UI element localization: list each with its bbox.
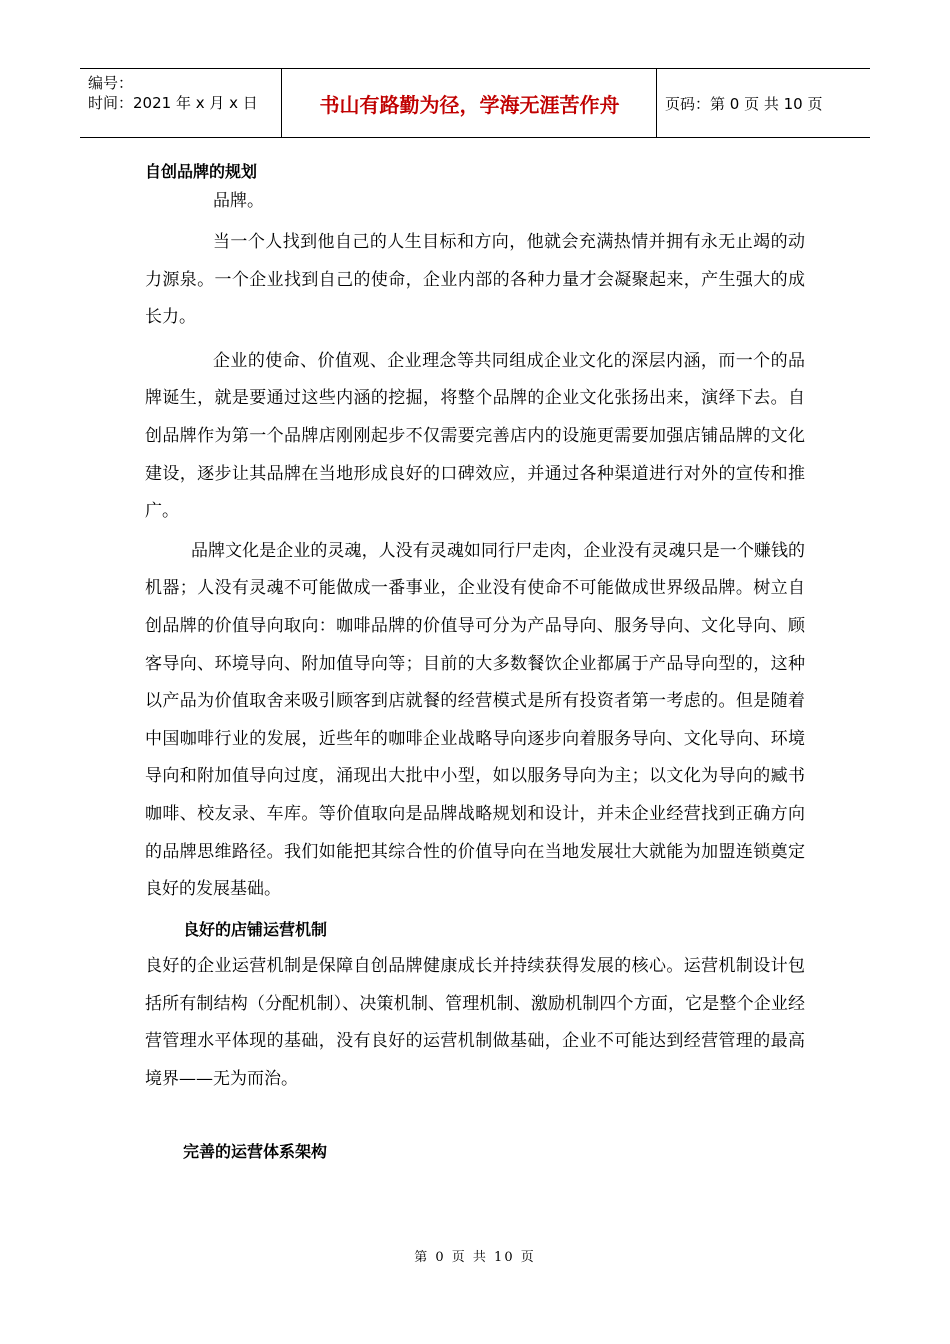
header-meta — [80, 69, 282, 137]
page-header — [80, 68, 870, 138]
document-body — [145, 158, 805, 1170]
paragraph: 当一个人找到他自己的人生目标和方向，他就会充满热情并拥有永无止竭的动力源泉。一个企业找到自己的使命，企业内部的各种力量才会凝聚起来，产生强大的成长力。 — [145, 232, 805, 328]
section-title: 自创品牌的规划 — [145, 162, 258, 181]
document-date: 时间：2021 年 x 月 x 日 — [88, 94, 258, 112]
document-number-label: 编号： — [88, 74, 134, 92]
section-heading: 完善的运营体系架构 — [183, 1141, 328, 1161]
header-page-info: 页码：第 0 页 共 10 页 — [665, 94, 823, 113]
page-footer: 第 0 页 共 10 页 — [414, 1250, 536, 1265]
header-motto: 书山有路勤为径，学海无涯苦作舟 — [283, 69, 657, 137]
paragraph: 品牌文化是企业的灵魂，人没有灵魂如同行尸走肉，企业没有灵魂只是一个赚钱的机器；人没有灵魂不可能做成一番事业，企业没有使命不可能做成世界级品牌。树立自创品牌的价值导向取向：咖啡品牌的价值导可分为产品导向、服务导向、文化导向、顾客导向、环境导向、附加值导向等；目前的大多数餐饮企业都属于产品导向型的，这种以产品为价值取舍来吸引顾客到店就餐的经营模式是所有投资者第一考虑的。但是随着中国咖啡行业的发展，近些年的咖啡企业战略导向逐步向着服务导向、文化导向、环境导向和附加值导向过度，涌现出大批中小型，如以服务导向为主；以文化为导向的臧书咖啡、校友录、车库。等价值取向是品牌战略规划和设计，并未企业经营找到正确方向的品牌思维路径。我们如能把其综合性的价值导向在当地发展壮大就能为加盟连锁奠定良好的发展基础。 — [145, 540, 805, 900]
paragraph: 品牌。 — [213, 191, 264, 211]
section-heading: 良好的店铺运营机制 — [183, 919, 328, 939]
paragraph: 良好的企业运营机制是保障自创品牌健康成长并持续获得发展的核心。运营机制设计包括所有制结构（分配机制）、决策机制、管理机制、激励机制四个方面，它是整个企业经营管理水平体现的基础，没有良好的运营机制做基础，企业不可能达到经营管理的最高境界——无为而治。 — [145, 956, 805, 1090]
paragraph: 企业的使命、价值观、企业理念等共同组成企业文化的深层内涵，而一个的品牌诞生，就是要通过这些内涵的挖掘，将整个品牌的企业文化张扬出来，演绎下去。自创品牌作为第一个品牌店刚刚起步不仅需要完善店内的设施更需要加强店铺品牌的文化建设，逐步让其品牌在当地形成良好的口碑效应，并通过各种渠道进行对外的宣传和推广。 — [145, 350, 805, 522]
